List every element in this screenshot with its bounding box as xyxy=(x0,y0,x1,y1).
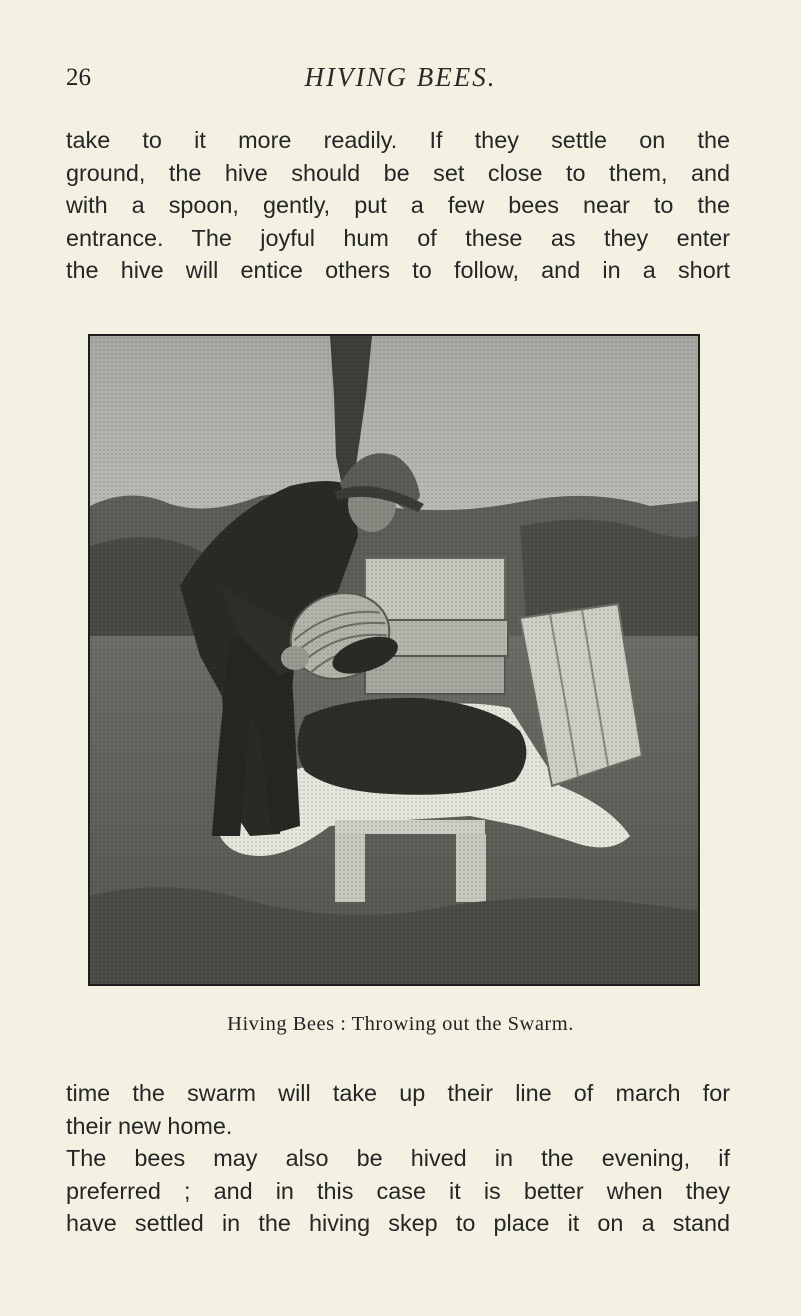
text-line: their new home. xyxy=(66,1112,233,1139)
text-line: The bees may also be hived in the evening, if xyxy=(66,1145,730,1171)
figure-caption: Hiving Bees : Throwing out the Swarm. xyxy=(227,1013,574,1035)
text-line: time the swarm will take up their line of march for xyxy=(66,1080,730,1106)
text-line: entrance. The joyful hum of these as they enter xyxy=(66,224,730,251)
text-line: ground, the hive should be set close to them, and xyxy=(66,159,730,186)
hiving-photograph xyxy=(90,336,698,984)
photograph-plate xyxy=(88,334,700,986)
text-line: have settled in the hiving skep to place it on a stand xyxy=(66,1210,730,1236)
running-head: HIVING BEES. xyxy=(304,62,497,92)
text-line: with a spoon, gently, put a few bees near to the xyxy=(66,192,730,218)
text-line: preferred ; and in this case it is better when they xyxy=(66,1177,730,1204)
paragraph-bottom xyxy=(66,1077,730,1240)
paragraph-top xyxy=(66,124,730,287)
page-number: 26 xyxy=(66,64,91,91)
text-line: the hive will entice others to follow, and in a short xyxy=(66,257,730,283)
text-line: take to it more readily. If they settle on the xyxy=(66,127,730,153)
